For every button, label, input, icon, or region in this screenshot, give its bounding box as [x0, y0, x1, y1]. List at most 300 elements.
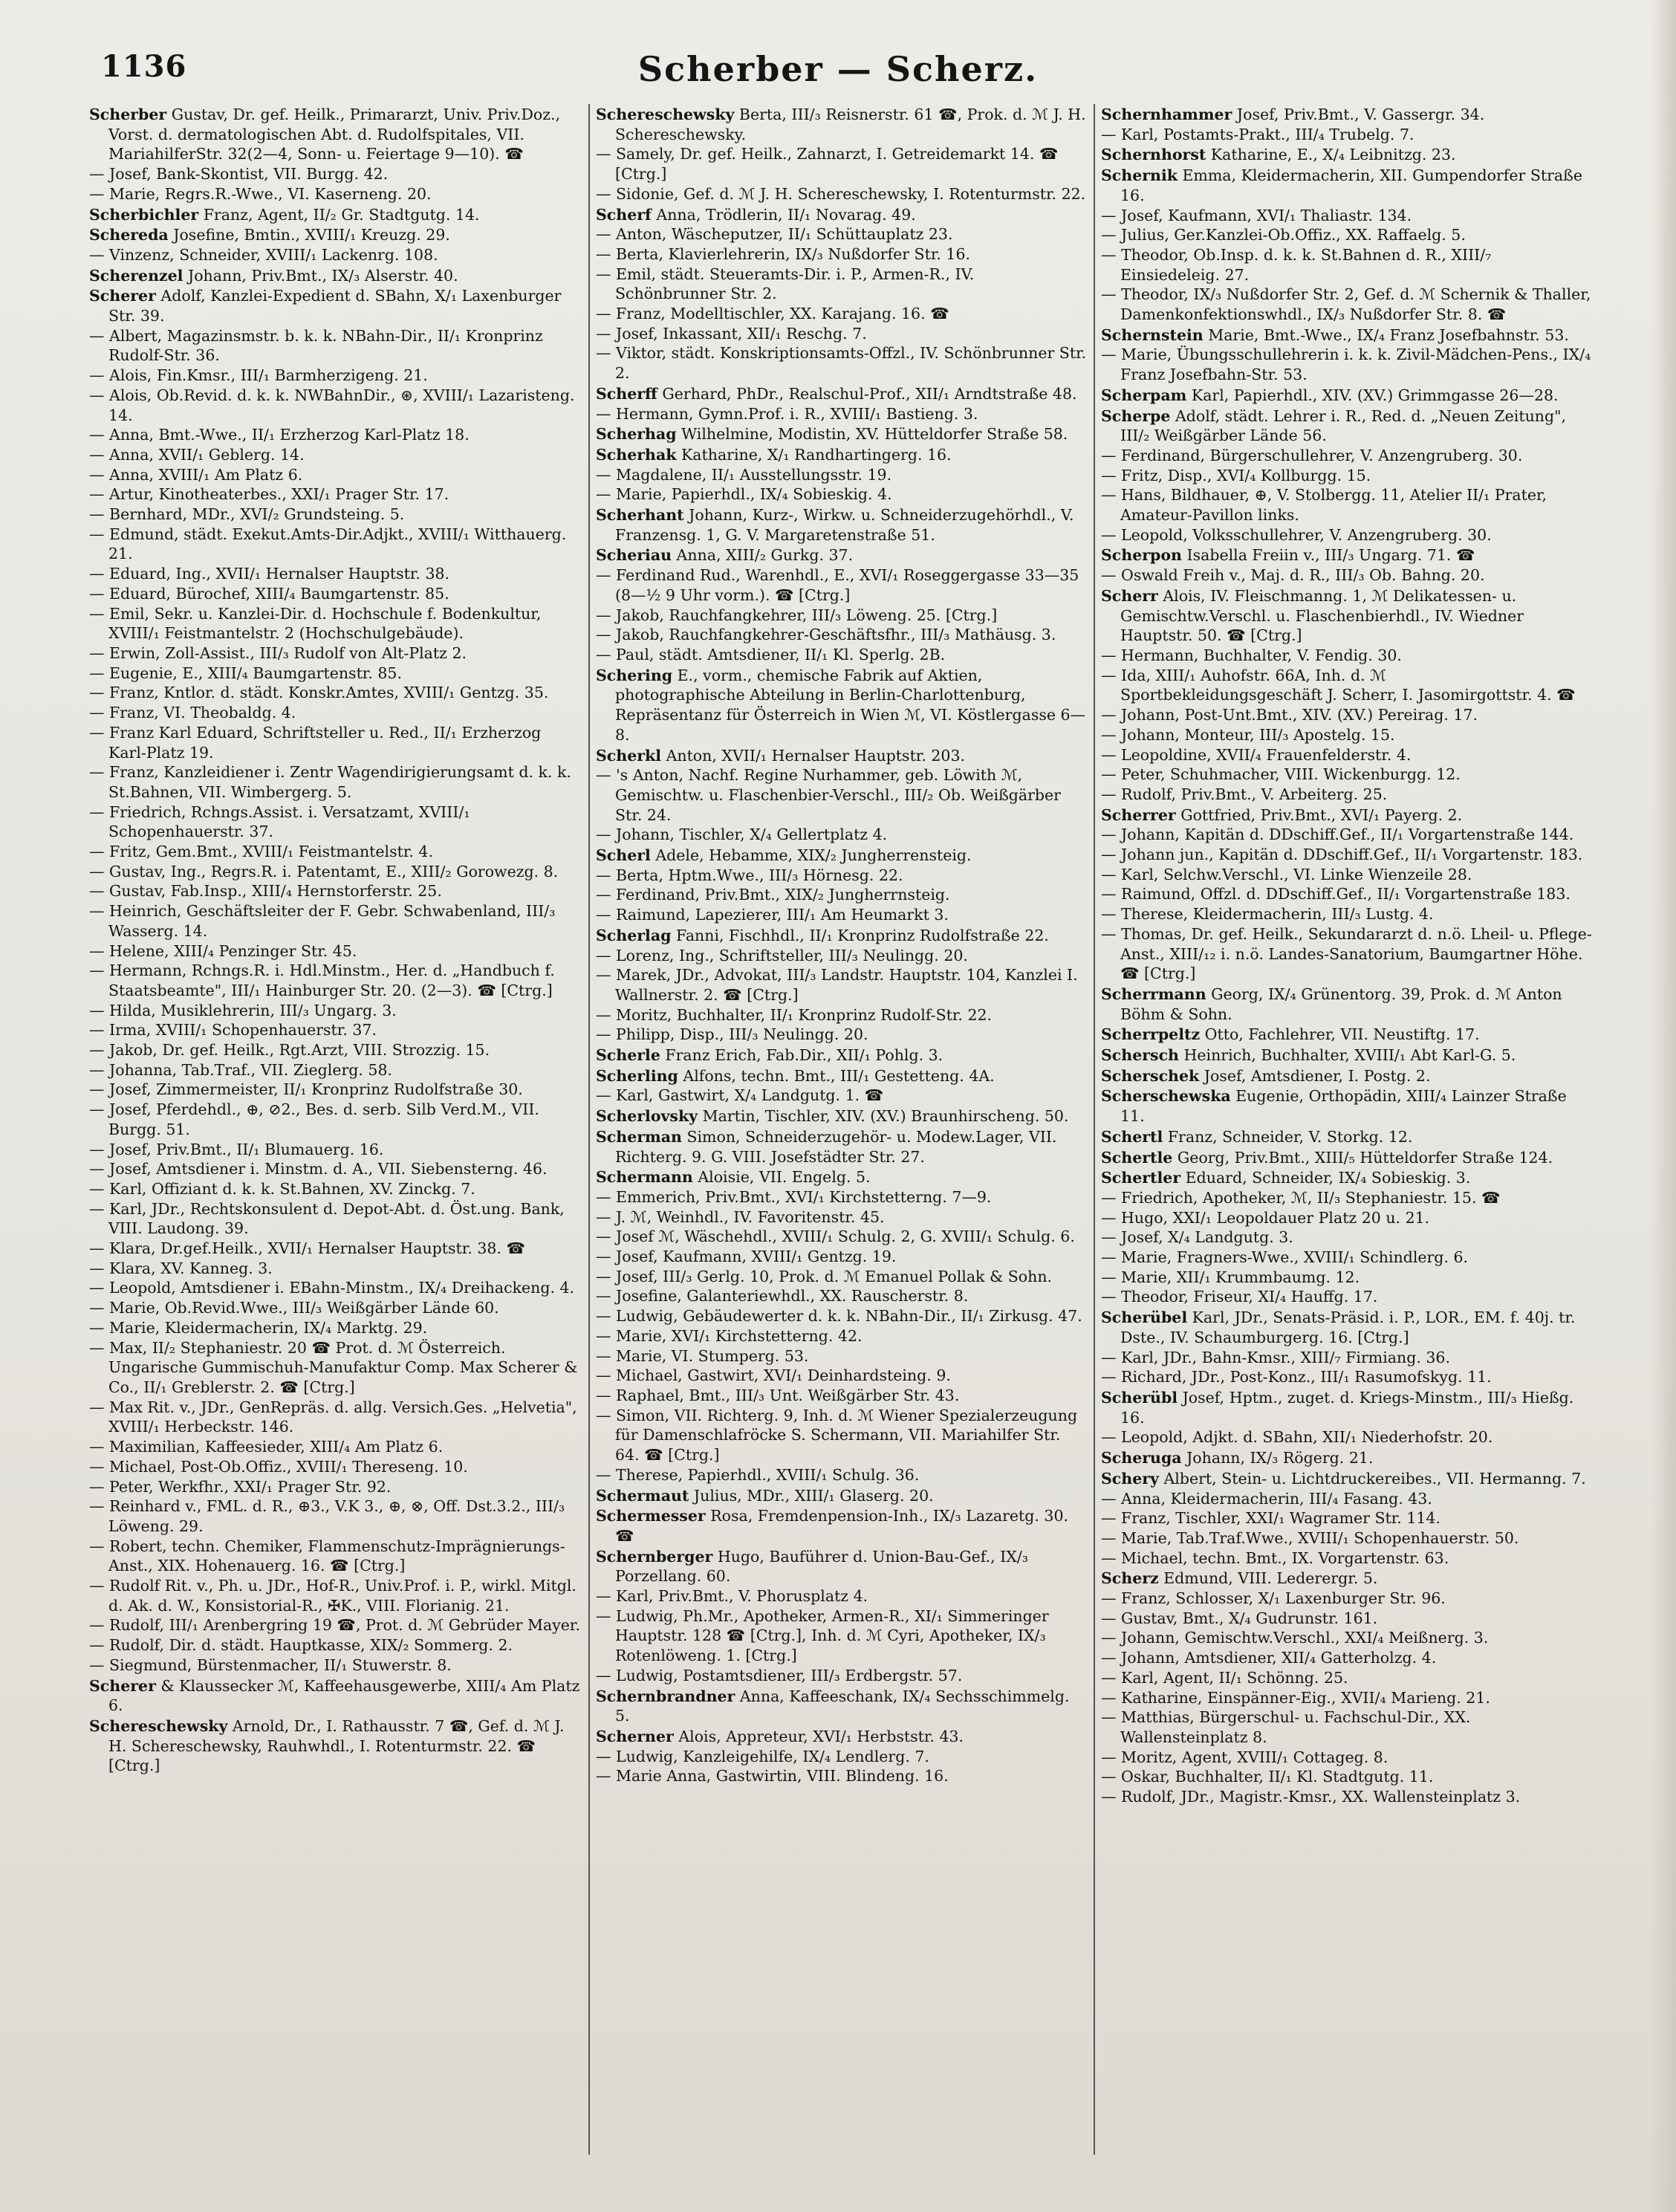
- entry-text: — Oskar, Buchhalter, II/₁ Kl. Stadtgutg. 11.: [1101, 1768, 1434, 1786]
- entry-text: — Peter, Schuhmacher, VIII. Wickenburgg. 12.: [1101, 765, 1461, 784]
- directory-entry: [89, 525, 582, 564]
- entry-text: — Therese, Kleidermacherin, III/₃ Lustg. 4.: [1101, 905, 1434, 924]
- directory-entry-headword: [89, 225, 582, 245]
- directory-entry: [596, 1747, 1088, 1767]
- directory-entry: [596, 304, 1088, 324]
- entry-text: — Josef, Zimmermeister, II/₁ Kronprinz Rudolfstraße 30.: [89, 1080, 523, 1099]
- directory-entry: [1101, 1348, 1593, 1368]
- directory-entry: [1101, 666, 1593, 705]
- entry-text: — Fritz, Gem.Bmt., XVIII/₁ Feistmantelstr. 4.: [89, 843, 433, 861]
- entry-text: Anna, Trödlerin, II/₁ Novarag. 49.: [656, 205, 916, 224]
- entry-text: — Anna, XVIII/₁ Am Platz 6.: [89, 465, 303, 484]
- entry-text: Karl, JDr., Senats-Präsid. i. P., LOR., EM. f. 40j. tr. Dste., IV. Schaumburgerg. 16. [Ctrg.]: [1120, 1308, 1576, 1346]
- directory-entry: [1101, 245, 1593, 285]
- entry-text: — Rudolf, III/₁ Arenbergring 19 ☎, Prot. d. ℳ Gebrüder Mayer.: [89, 1616, 580, 1635]
- directory-entry: [89, 1655, 582, 1676]
- entry-text: — Marie, Kleidermacherin, IX/₄ Marktg. 29.: [89, 1318, 428, 1337]
- directory-entry: [89, 1537, 582, 1576]
- directory-entry: [89, 1437, 582, 1457]
- entry-surname: Scherenzel: [89, 266, 183, 285]
- entry-surname: Scherschewska: [1101, 1087, 1231, 1106]
- entry-surname: Scherhak: [596, 445, 677, 464]
- directory-entry: [89, 386, 582, 425]
- directory-entry: [596, 765, 1088, 825]
- entry-surname: Scherf: [596, 205, 652, 224]
- entry-surname: Scherber: [89, 106, 167, 123]
- entry-surname: Schernbrandner: [596, 1687, 735, 1705]
- entry-surname: Scherz: [1101, 1569, 1159, 1588]
- directory-entry: [89, 762, 582, 802]
- entry-text: — Peter, Werkfhr., XXI/₁ Prager Str. 92.: [89, 1477, 392, 1496]
- entry-text: Fanni, Fischhdl., II/₁ Kronprinz Rudolfstraße 22.: [675, 926, 1049, 944]
- entry-surname: Schereda: [89, 226, 169, 244]
- directory-entry: [596, 645, 1088, 665]
- entry-text: — Helene, XIII/₄ Penzinger Str. 45.: [89, 941, 357, 960]
- entry-surname: Scherer: [89, 1676, 156, 1695]
- directory-entry: [1101, 1609, 1593, 1629]
- directory-entry: [1101, 884, 1593, 904]
- entry-text: — Katharine, Einspänner-Eig., XVII/₄ Marieng. 21.: [1101, 1688, 1490, 1707]
- directory-entry: [89, 1477, 582, 1497]
- directory-entry-headword: [596, 1106, 1088, 1126]
- entry-text: — Johann jun., Kapitän d. DDschiff.Gef., II/₁ Vorgartenstr. 183.: [1101, 846, 1583, 864]
- entry-surname: Schermaut: [596, 1486, 689, 1505]
- entry-text: — Friedrich, Rchngs.Assist. i. Versatzamt, XVIII/₁ Schopenhauerstr. 37.: [89, 802, 470, 841]
- directory-entry: [596, 224, 1088, 244]
- directory-entry: [596, 885, 1088, 905]
- entry-text: — Samely, Dr. gef. Heilk., Zahnarzt, I. Getreidemarkt 14. ☎ [Ctrg.]: [596, 145, 1059, 184]
- directory-entry-headword: [596, 545, 1088, 565]
- directory-entry-headword: [596, 1045, 1088, 1066]
- entry-text: — Gustav, Ing., Regrs.R. i. Patentamt, E., XIII/₂ Gorowezg. 8.: [89, 862, 559, 880]
- entry-surname: Schereschewsky: [596, 106, 735, 123]
- directory-entry: [1101, 446, 1593, 466]
- entry-text: Albert, Stein- u. Lichtdruckereibes., VII. Hermanng. 7.: [1163, 1469, 1586, 1488]
- directory-entry: [1101, 565, 1593, 586]
- entry-text: — Rudolf, JDr., Magistr.-Kmsr., XX. Wallensteinplatz 3.: [1101, 1788, 1521, 1806]
- entry-text: Alois, Appreteur, XVI/₁ Herbststr. 43.: [678, 1727, 964, 1745]
- directory-entry: [596, 465, 1088, 485]
- entry-text: — Gustav, Fab.Insp., XIII/₄ Hernstorferstr. 25.: [89, 882, 442, 901]
- entry-surname: Schermann: [596, 1168, 693, 1187]
- entry-text: Hugo, Bauführer d. Union-Bau-Gef., IX/₃ Porzellang. 60.: [615, 1547, 1028, 1586]
- directory-entry: [1101, 785, 1593, 805]
- entry-surname: Schertl: [1101, 1127, 1163, 1146]
- directory-entry-headword: [1101, 586, 1593, 646]
- entry-text: — Thomas, Dr. gef. Heilk., Sekundararzt d. n.ö. Lheil- u. Pflege-Anst., XIII/₁₂ i. n.ö. Landes-Sanatorium, Baumgartner Höhe. ☎ [Ctrg.]: [1101, 924, 1592, 983]
- entry-text: Josef, Priv.Bmt., V. Gassergr. 34.: [1236, 106, 1485, 123]
- entry-surname: Scherkl: [596, 746, 662, 765]
- directory-entry-headword: [596, 1167, 1088, 1187]
- directory-entry-headword: [1101, 1045, 1593, 1066]
- entry-text: — Johann, Amtsdiener, XII/₄ Gatterholzg. 4.: [1101, 1649, 1437, 1667]
- directory-entry-headword: [596, 1486, 1088, 1506]
- entry-text: — Anna, Kleidermacherin, III/₄ Fasang. 43.: [1101, 1489, 1432, 1508]
- entry-text: — Erwin, Zoll-Assist., III/₃ Rudolf von Alt-Platz 2.: [89, 643, 467, 662]
- directory-entry-headword: [596, 1127, 1088, 1167]
- directory-entry: [1101, 1767, 1593, 1787]
- entry-text: Johann, Kurz-, Wirkw. u. Schneiderzugehörhdl., V. Franzensg. 1, G. V. Margaretenstraße 51.: [615, 506, 1074, 544]
- entry-text: — Ludwig, Kanzleigehilfe, IX/₄ Lendlerg. 7.: [596, 1747, 929, 1765]
- entry-text: — Franz, Kntlor. d. städt. Konskr.Amtes, XVIII/₁ Gentzg. 35.: [89, 684, 549, 702]
- directory-entry: [89, 465, 582, 485]
- entry-text: — Franz, Schlosser, X/₁ Laxenburger Str. 96.: [1101, 1589, 1446, 1608]
- directory-entry: [89, 842, 582, 862]
- entry-text: — Johann, Kapitän d. DDschiff.Gef., II/₁ Vorgartenstraße 144.: [1101, 826, 1574, 844]
- entry-text: — Bernhard, MDr., XVI/₂ Grundsteing. 5.: [89, 505, 405, 524]
- directory-entry: [1101, 225, 1593, 245]
- entry-text: — Marie, Übungsschullehrerin i. k. k. Zivil-Mädchen-Pens., IX/₄ Franz Josefbahn-Str. 53.: [1101, 346, 1591, 384]
- entry-surname: Schering: [596, 666, 673, 684]
- entry-text: Josef, Amtsdiener, I. Postg. 2.: [1204, 1066, 1431, 1085]
- directory-entry: [89, 1259, 582, 1279]
- entry-text: — Richard, JDr., Post-Konz., III/₁ Rasumofskyg. 11.: [1101, 1368, 1492, 1386]
- entry-text: — Philipp, Disp., III/₃ Neulingg. 20.: [596, 1025, 868, 1044]
- entry-text: — Karl, JDr., Rechtskonsulent d. Depot-Abt. d. Öst.ung. Bank, VIII. Laudong. 39.: [89, 1199, 565, 1238]
- directory-entry-headword: [1101, 166, 1593, 205]
- entry-text: — Simon, VII. Richterg. 9, Inh. d. ℳ Wiener Spezialerzeugung für Damenschlafröcke S. Schermann, VII. Mariahilfer Str. 64. ☎ [Ctrg.]: [596, 1406, 1078, 1465]
- entry-text: Adolf, Kanzlei-Expedient d. SBahn, X/₁ Laxenburger Str. 39.: [108, 287, 562, 325]
- directory-entry-headword: [1101, 1148, 1593, 1168]
- directory-entry: [1101, 1508, 1593, 1528]
- directory-entry: [89, 245, 582, 265]
- directory-entry-headword: [89, 266, 582, 286]
- directory-entry: [596, 905, 1088, 925]
- entry-text: — Johann, Tischler, X/₄ Gellertplatz 4.: [596, 826, 888, 844]
- entry-text: — Alois, Ob.Revid. d. k. k. NWBahnDir., ⊛, XVIII/₁ Lazaristeng. 14.: [89, 386, 575, 424]
- directory-entry: [1101, 904, 1593, 924]
- page-edge-shadow: [1651, 0, 1676, 2212]
- directory-entry: [89, 1338, 582, 1398]
- directory-entry-headword: [1101, 1127, 1593, 1147]
- directory-entry-headword: [596, 1727, 1088, 1747]
- directory-entry: [1101, 1707, 1593, 1747]
- directory-entry: [89, 1080, 582, 1100]
- directory-entry: [89, 1298, 582, 1318]
- directory-entry-headword: [1101, 1569, 1593, 1589]
- directory-entry: [89, 1576, 582, 1615]
- entry-text: — Eduard, Ing., XVII/₁ Hernalser Hauptstr. 38.: [89, 565, 450, 583]
- entry-text: — Ferdinand, Priv.Bmt., XIX/₂ Jungherrnsteig.: [596, 886, 950, 904]
- directory-columns: [83, 104, 1615, 2155]
- entry-surname: Scherbichler: [89, 205, 199, 224]
- directory-entry: [596, 1766, 1088, 1786]
- directory-entry: [596, 244, 1088, 265]
- directory-entry-headword: [1101, 985, 1593, 1024]
- entry-surname: Scherpam: [1101, 386, 1187, 404]
- running-head: Scherber — Scherz.: [637, 49, 1039, 89]
- directory-entry: [596, 1406, 1088, 1465]
- directory-entry: [89, 1100, 582, 1139]
- directory-entry: [1101, 485, 1593, 525]
- entry-text: — Hermann, Gymn.Prof. i. R., XVIII/₁ Bastieng. 3.: [596, 404, 978, 423]
- directory-entry-headword: [1101, 386, 1593, 406]
- entry-text: — Josef, Kaufmann, XVIII/₁ Gentzg. 19.: [596, 1248, 897, 1266]
- entry-text: — Jakob, Rauchfangkehrer, III/₃ Löweng. 25. [Ctrg.]: [596, 606, 998, 624]
- entry-text: — Heinrich, Geschäftsleiter der F. Gebr. Schwabenland, III/₃ Wasserg. 14.: [89, 902, 556, 940]
- entry-surname: Schertle: [1101, 1148, 1173, 1167]
- entry-text: — Marie, Ob.Revid.Wwe., III/₃ Weißgärber Lände 60.: [89, 1299, 499, 1317]
- entry-text: Alois, IV. Fleischmanng. 1, ℳ Delikatessen- u. Gemischtw.Verschl. u. Flaschenbierhdl., IV. Wiedner Hauptstr. 50. ☎ [Ctrg.]: [1120, 586, 1524, 645]
- directory-entry-headword: [89, 1716, 582, 1776]
- directory-entry-headword: [596, 1506, 1088, 1546]
- directory-entry: [1101, 1248, 1593, 1268]
- directory-entry-headword: [1101, 1066, 1593, 1086]
- entry-text: — Vinzenz, Schneider, XVIII/₁ Lackenrg. 108.: [89, 245, 438, 264]
- entry-text: — J. ℳ, Weinhdl., IV. Favoritenstr. 45.: [596, 1207, 885, 1226]
- entry-text: — Leopold, Volksschullehrer, V. Anzengruberg. 30.: [1101, 525, 1492, 544]
- entry-text: — Paul, städt. Amtsdiener, II/₁ Kl. Sperlg. 2B.: [596, 645, 946, 664]
- directory-entry: [596, 625, 1088, 645]
- entry-text: — Marie, XII/₁ Krummbaumg. 12.: [1101, 1268, 1360, 1286]
- entry-text: Rosa, Fremdenpension-Inh., IX/₃ Lazaretg. 30. ☎: [615, 1507, 1069, 1545]
- directory-entry: [89, 683, 582, 703]
- entry-text: — Marie, Tab.Traf.Wwe., XVIII/₁ Schopenhauerstr. 50.: [1101, 1528, 1519, 1547]
- directory-entry-headword: [1101, 105, 1593, 125]
- entry-text: — Raimund, Lapezierer, III/₁ Am Heumarkt 3.: [596, 906, 949, 924]
- directory-entry: [89, 802, 582, 842]
- directory-entry: [596, 1247, 1088, 1267]
- directory-entry: [1101, 285, 1593, 324]
- entry-text: Anna, Kaffeeschank, IX/₄ Sechsschimmelg. 5.: [615, 1687, 1070, 1725]
- directory-entry: [596, 1267, 1088, 1287]
- directory-entry: [596, 1366, 1088, 1386]
- directory-entry: [1101, 825, 1593, 845]
- directory-entry-headword: [89, 1676, 582, 1716]
- directory-entry: [1101, 466, 1593, 486]
- entry-text: Karl, Papierhdl., XIV. (XV.) Grimmgasse 26—28.: [1191, 386, 1559, 404]
- entry-text: — Anna, XVII/₁ Geblerg. 14.: [89, 445, 305, 464]
- entry-text: — Berta, Hptm.Wwe., III/₃ Hörnesg. 22.: [596, 866, 903, 884]
- entry-text: — Franz, Tischler, XXI/₁ Wagramer Str. 114.: [1101, 1509, 1440, 1528]
- directory-entry: [1101, 1287, 1593, 1307]
- entry-text: — Ludwig, Ph.Mr., Apotheker, Armen-R., XI/₁ Simmeringer Hauptstr. 128 ☎ [Ctrg.], Inh. d. ℳ Cyri, Apotheker, IX/₃ Rotenlöweng. 1. [Ctrg.]: [596, 1606, 1049, 1665]
- entry-text: Martin, Tischler, XIV. (XV.) Braunhirscheng. 50.: [702, 1107, 1069, 1126]
- entry-text: — Viktor, städt. Konskriptionsamts-Offzl., IV. Schönbrunner Str. 2.: [596, 344, 1087, 383]
- entry-text: — Karl, Postamts-Prakt., III/₄ Trubelg. 7.: [1101, 125, 1414, 143]
- entry-text: & Klaussecker ℳ, Kaffeehausgewerbe, XIII/₄ Am Platz 6.: [108, 1676, 580, 1715]
- entry-text: — Magdalene, II/₁ Ausstellungsstr. 19.: [596, 465, 892, 484]
- directory-entry: [596, 825, 1088, 845]
- directory-entry: [89, 862, 582, 882]
- entry-text: Arnold, Dr., I. Rathausstr. 7 ☎, Gef. d. ℳ J. H. Schereschewsky, Rauhwhdl., I. Rotenturmstr. 22. ☎ [Ctrg.]: [108, 1716, 565, 1775]
- directory-entry: [596, 184, 1088, 204]
- entry-surname: Scherschek: [1101, 1066, 1200, 1085]
- directory-entry: [1101, 924, 1593, 984]
- directory-entry: [1101, 845, 1593, 865]
- entry-text: — Irma, XVIII/₁ Schopenhauerstr. 37.: [89, 1021, 377, 1039]
- directory-entry: [89, 1278, 582, 1298]
- entry-text: — Jakob, Dr. gef. Heilk., Rgt.Arzt, VIII. Strozzig. 15.: [89, 1041, 490, 1060]
- directory-entry-headword: [596, 746, 1088, 766]
- column-1: [83, 104, 588, 2155]
- directory-entry: [89, 1615, 582, 1635]
- entry-text: — Josef, Amtsdiener i. Minstm. d. A., VII. Siebensterng. 46.: [89, 1160, 548, 1178]
- directory-entry: [596, 946, 1088, 966]
- entry-text: — Alois, Fin.Kmsr., III/₁ Barmherzigeng. 21.: [89, 366, 428, 385]
- directory-entry: [89, 584, 582, 604]
- entry-text: — Ludwig, Postamtsdiener, III/₃ Erdbergstr. 57.: [596, 1666, 963, 1684]
- entry-text: — Sidonie, Gef. d. ℳ J. H. Schereschewsky, I. Rotenturmstr. 22.: [596, 184, 1086, 203]
- entry-text: — Max, II/₂ Stephaniestr. 20 ☎ Prot. d. ℳ Österreich. Ungarische Gummischuh-Manufaktur Comp. Max Scherer & Co., II/₁ Greblerstr. 2. ☎ [Ctrg.]: [89, 1338, 578, 1396]
- entry-text: — Reinhard v., FML. d. R., ⊕3., V.K 3., ⊕, ⊗, Off. Dst.3.2., III/₃ Löweng. 29.: [89, 1497, 565, 1535]
- directory-entry-headword: [596, 424, 1088, 444]
- directory-entry: [89, 901, 582, 941]
- entry-text: Franz Erich, Fab.Dir., XII/₁ Pohlg. 3.: [665, 1046, 943, 1065]
- directory-entry-headword: [596, 105, 1088, 144]
- directory-entry: [89, 184, 582, 204]
- entry-surname: Schereschewsky: [89, 1716, 228, 1735]
- directory-entry: [1101, 1628, 1593, 1648]
- entry-text: — Siegmund, Bürstenmacher, II/₁ Stuwerstr. 8.: [89, 1655, 452, 1674]
- directory-entry: [1101, 1748, 1593, 1768]
- entry-text: — Emil, Sekr. u. Kanzlei-Dir. d. Hochschule f. Bodenkultur, XVIII/₁ Feistmantelstr. 2 (Hochschulgebäude).: [89, 604, 542, 643]
- directory-entry: [1101, 1367, 1593, 1387]
- entry-surname: Scherpe: [1101, 406, 1171, 425]
- entry-text: Edmund, VIII. Lederergr. 5.: [1163, 1569, 1378, 1588]
- directory-entry-headword: [1101, 1025, 1593, 1045]
- entry-surname: Scheriau: [596, 546, 672, 565]
- entry-text: Johann, IX/₃ Rögerg. 21.: [1186, 1449, 1374, 1467]
- directory-entry: [1101, 1589, 1593, 1609]
- entry-surname: Scherling: [596, 1066, 678, 1085]
- entry-text: — Leopoldine, XVII/₄ Frauenfelderstr. 4.: [1101, 745, 1412, 764]
- entry-text: Anton, XVII/₁ Hernalser Hauptstr. 203.: [666, 746, 966, 765]
- entry-text: Adolf, städt. Lehrer i. R., Red. d. „Neuen Zeitung", III/₂ Weißgärber Lände 56.: [1120, 406, 1567, 445]
- directory-entry: [89, 505, 582, 525]
- entry-text: — Karl, Offiziant d. k. k. St.Bahnen, XV. Zinckg. 7.: [89, 1179, 475, 1198]
- entry-text: — Josef, Inkassant, XII/₁ Reschg. 7.: [596, 324, 867, 343]
- entry-surname: Schery: [1101, 1469, 1159, 1488]
- entry-text: — Michael, Post-Ob.Offiz., XVIII/₁ Thereseng. 10.: [89, 1457, 468, 1476]
- directory-entry: [1101, 345, 1593, 384]
- directory-entry: [596, 866, 1088, 886]
- directory-entry: [1101, 1787, 1593, 1807]
- entry-text: — Klara, Dr.gef.Heilk., XVII/₁ Hernalser Hauptstr. 38. ☎: [89, 1239, 526, 1258]
- entry-text: — Julius, Ger.Kanzlei-Ob.Offiz., XX. Raffaelg. 5.: [1101, 226, 1466, 244]
- entry-text: — Fritz, Disp., XVI/₄ Kollburgg. 15.: [1101, 466, 1371, 484]
- entry-text: — Johann, Post-Unt.Bmt., XIV. (XV.) Pereirag. 17.: [1101, 706, 1478, 724]
- entry-text: Emma, Kleidermacherin, XII. Gumpendorfer Straße 16.: [1120, 166, 1582, 204]
- directory-entry: [89, 164, 582, 184]
- directory-entry: [89, 1239, 582, 1259]
- directory-entry: [1101, 206, 1593, 226]
- entry-text: — Josef, Priv.Bmt., II/₁ Blumauerg. 16.: [89, 1140, 384, 1158]
- directory-entry: [89, 1179, 582, 1199]
- entry-text: — Berta, Klavierlehrerin, IX/₃ Nußdorfer Str. 16.: [596, 244, 971, 263]
- directory-entry-headword: [1101, 1086, 1593, 1126]
- directory-entry: [89, 1001, 582, 1021]
- entry-text: Josefine, Bmtin., XVIII/₁ Kreuzg. 29.: [173, 226, 450, 244]
- directory-entry: [596, 1326, 1088, 1346]
- directory-entry: [596, 965, 1088, 1005]
- directory-entry-headword: [596, 666, 1088, 745]
- entry-text: — Josefine, Galanteriewhdl., XX. Rauscherstr. 8.: [596, 1287, 969, 1306]
- entry-text: — Artur, Kinotheaterbes., XXI/₁ Prager Str. 17.: [89, 485, 449, 504]
- entry-text: — Albert, Magazinsmstr. b. k. k. NBahn-Dir., II/₁ Kronprinz Rudolf-Str. 36.: [89, 326, 543, 365]
- entry-text: — Moritz, Buchhalter, II/₁ Kronprinz Rudolf-Str. 22.: [596, 1005, 993, 1024]
- entry-text: Simon, Schneiderzugehör- u. Modew.Lager, VII. Richterg. 9. G. VIII. Josefstädter Str. 27.: [615, 1127, 1057, 1166]
- directory-entry: [596, 404, 1088, 424]
- entry-surname: Scherrmann: [1101, 985, 1206, 1003]
- entry-surname: Scherpon: [1101, 546, 1182, 565]
- directory-entry-headword: [1101, 1388, 1593, 1427]
- directory-entry: [1101, 765, 1593, 785]
- directory-entry: [89, 604, 582, 643]
- entry-text: — Franz, Modelltischler, XX. Karajang. 16. ☎: [596, 305, 949, 323]
- directory-entry: [1101, 705, 1593, 725]
- entry-surname: Scherle: [596, 1046, 660, 1065]
- entry-text: Wilhelmine, Modistin, XV. Hütteldorfer Straße 58.: [681, 425, 1068, 444]
- entry-surname: Scherhant: [596, 506, 684, 525]
- directory-entry: [89, 1457, 582, 1477]
- entry-text: Franz, Schneider, V. Storkg. 12.: [1167, 1127, 1413, 1146]
- entry-text: — Hermann, Rchngs.R. i. Hdl.Minstm., Her. d. „Handbuch f. Staatsbeamte", III/₁ Hainburger Str. 20. (2—3). ☎ [Ctrg.]: [89, 961, 555, 999]
- entry-text: Gustav, Dr. gef. Heilk., Primararzt, Univ. Priv.Doz., Vorst. d. dermatologischen Abt. d. Rudolfspitales, VII. MariahilferStr. 32(2—4, Sonn- u. Feiertage 9—10). ☎: [108, 106, 561, 163]
- directory-entry: [89, 881, 582, 901]
- directory-entry: [89, 1199, 582, 1239]
- entry-surname: Schermesser: [596, 1507, 706, 1525]
- entry-surname: Scherl: [596, 846, 651, 865]
- column-3: [1094, 104, 1599, 2155]
- entry-text: — Marek, JDr., Advokat, III/₃ Landstr. Hauptstr. 104, Kanzlei I. Wallnerstr. 2. ☎ [Ctrg.]: [596, 966, 1078, 1004]
- directory-entry: [1101, 1489, 1593, 1509]
- directory-entry-headword: [1101, 1308, 1593, 1347]
- directory-entry: [596, 606, 1088, 626]
- directory-entry: [89, 723, 582, 762]
- entry-text: — Hermann, Buchhalter, V. Fendig. 30.: [1101, 646, 1402, 664]
- entry-surname: Scherner: [596, 1727, 674, 1745]
- entry-text: — Ferdinand Rud., Warenhdl., E., XVI/₁ Roseggergasse 33—35 (8—½ 9 Uhr vorm.). ☎ [Ctrg.]: [596, 566, 1079, 604]
- directory-entry: [1101, 1427, 1593, 1447]
- entry-text: — Karl, Gastwirt, X/₄ Landgutg. 1. ☎: [596, 1086, 884, 1105]
- entry-text: — Rudolf Rit. v., Ph. u. JDr., Hof-R., Univ.Prof. i. P., wirkl. Mitgl. d. Ak. d. W., Konsistorial-R., ✠K., VIII. Florianig. 21.: [89, 1577, 576, 1615]
- directory-entry: [1101, 125, 1593, 145]
- entry-text: — Marie, Papierhdl., IX/₄ Sobieskig. 4.: [596, 485, 892, 504]
- entry-text: — Maximilian, Kaffeesieder, XIII/₄ Am Platz 6.: [89, 1438, 444, 1456]
- directory-entry: [89, 1318, 582, 1338]
- directory-entry: [89, 484, 582, 505]
- entry-text: — Marie Anna, Gastwirtin, VIII. Blindeng. 16.: [596, 1767, 949, 1786]
- entry-text: — Marie, Fragners-Wwe., XVIII/₁ Schindlerg. 6.: [1101, 1248, 1469, 1267]
- directory-entry-headword: [1101, 1469, 1593, 1489]
- directory-entry: [89, 1635, 582, 1655]
- entry-text: — Ferdinand, Bürgerschullehrer, V. Anzengruberg. 30.: [1101, 446, 1523, 464]
- directory-entry-headword: [596, 205, 1088, 225]
- entry-text: — Theodor, Ob.Insp. d. k. k. St.Bahnen d. R., XIII/₇ Einsiedeleig. 27.: [1101, 245, 1492, 284]
- directory-entry: [89, 445, 582, 465]
- entry-text: — Josef, III/₃ Gerlg. 10, Prok. d. ℳ Emanuel Pollak & Sohn.: [596, 1267, 1053, 1285]
- directory-entry: [596, 1005, 1088, 1025]
- directory-entry-headword: [1101, 805, 1593, 826]
- entry-surname: Scherrpeltz: [1101, 1025, 1201, 1044]
- entry-text: Gottfried, Priv.Bmt., XVI/₁ Payerg. 2.: [1180, 805, 1463, 824]
- directory-entry-headword: [1101, 325, 1593, 346]
- entry-text: — Ludwig, Gebäudewerter d. k. k. NBahn-Dir., II/₁ Zirkusg. 47.: [596, 1307, 1082, 1326]
- entry-text: Eduard, Schneider, IX/₄ Sobieskig. 3.: [1185, 1169, 1471, 1187]
- directory-entry: [596, 1586, 1088, 1606]
- entry-text: — Rudolf, Priv.Bmt., V. Arbeiterg. 25.: [1101, 785, 1388, 803]
- directory-entry: [596, 1465, 1088, 1485]
- entry-text: — Johanna, Tab.Traf., VII. Zieglerg. 58.: [89, 1060, 393, 1079]
- entry-text: Alfons, techn. Bmt., III/₁ Gestetteng. 4A.: [683, 1066, 995, 1085]
- directory-entry-headword: [596, 1547, 1088, 1586]
- entry-surname: Scherlovsky: [596, 1107, 698, 1126]
- directory-entry-headword: [1101, 1448, 1593, 1468]
- directory-entry: [1101, 525, 1593, 545]
- entry-text: — Michael, techn. Bmt., IX. Vorgartenstr. 63.: [1101, 1548, 1449, 1567]
- entry-text: Marie, Bmt.-Wwe., IX/₄ Franz Josefbahnstr. 53.: [1208, 325, 1569, 344]
